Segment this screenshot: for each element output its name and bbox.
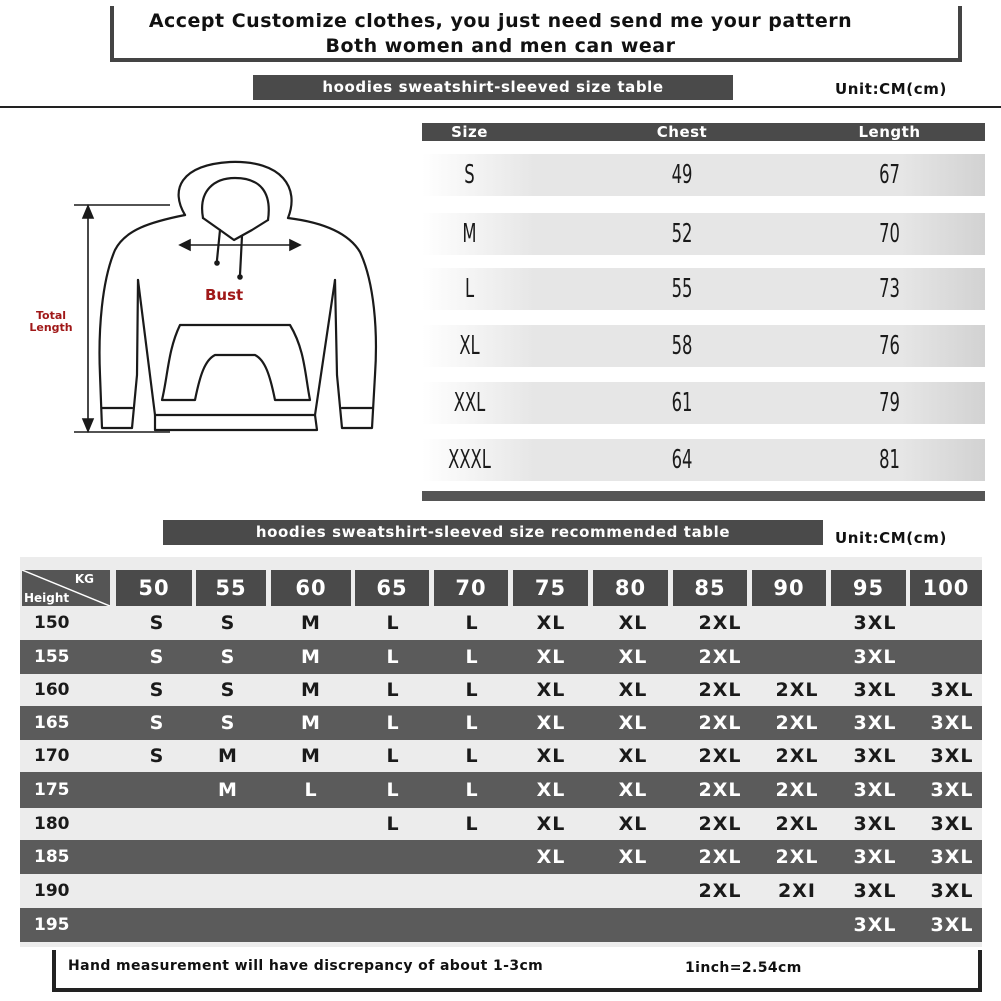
size-cell: XL [536,779,566,801]
height-cell: 175 [34,780,70,800]
table-row [20,640,982,674]
size-cell: 3XL [930,880,974,902]
size-cell: S [220,612,236,634]
size-cell: L [386,712,400,734]
size-cell: L [465,779,479,801]
chest-cell: 52 [671,219,693,249]
header-line-2: Both women and men can wear [325,35,676,57]
chest-cell: 64 [671,445,693,475]
table-row [20,706,982,740]
table-row [20,840,982,874]
size-cell: S [149,745,165,767]
corner-height-label: Height [24,591,70,605]
size-cell: 2XL [698,745,742,767]
table-row [20,674,982,706]
size-cell: M [218,745,238,767]
chest-cell: 61 [671,388,693,418]
size-cell: XXXL [448,445,491,475]
length-cell: 67 [879,160,900,190]
bust-label: Bust [205,286,244,304]
table-row [20,740,982,772]
length-cell: 79 [879,388,900,418]
size-cell: M [301,745,321,767]
size-cell: S [149,646,165,668]
weight-header: 65 [355,570,429,606]
size-cell: 3XL [853,914,897,936]
table-row [20,606,982,640]
footer-conversion: 1inch=2.54cm [685,960,802,976]
chest-cell: 49 [671,160,693,190]
chest-cell: 55 [671,274,693,304]
size-cell: 3XL [930,712,974,734]
size-cell: 3XL [930,846,974,868]
weight-header: 60 [271,570,351,606]
size-cell: XXL [453,388,486,418]
size-cell: L [386,779,400,801]
size-cell: XL [536,712,566,734]
size-cell: S [149,712,165,734]
height-cell: 165 [34,713,70,733]
size-cell: XL [618,745,648,767]
size-table-unit: Unit:CM(cm) [835,80,947,98]
size-cell: M [301,679,321,701]
size-cell: XL [536,646,566,668]
size-cell: XL [618,646,648,668]
weight-header: 55 [196,570,266,606]
weight-header: 100 [910,570,982,606]
height-cell: 170 [34,746,70,766]
size-cell: L [386,612,400,634]
weight-header: 70 [434,570,508,606]
header-line-1: Accept Customize clothes, you just need send me your pattern [148,10,853,32]
size-cell: S [220,646,236,668]
size-cell: 3XL [853,612,897,634]
size-cell: XL [618,612,648,634]
size-cell: L [465,679,479,701]
height-cell: 180 [34,814,70,834]
size-cell: L [465,813,479,835]
height-cell: 150 [34,613,70,633]
size-cell: L [304,779,318,801]
size-cell: XL [618,846,648,868]
size-cell: M [218,779,238,801]
size-cell: 3XL [930,813,974,835]
footer-note: Hand measurement will have discrepancy of about 1-3cm [68,958,544,974]
table-row [20,772,982,808]
size-cell: M [301,646,321,668]
size-cell: 2XL [698,846,742,868]
size-cell: XL [536,612,566,634]
size-cell: 2XL [698,880,742,902]
height-cell: 195 [34,915,70,935]
size-cell: XL [536,679,566,701]
size-table-title: hoodies sweatshirt-sleeved size table [253,75,733,100]
size-cell: 2XL [698,612,742,634]
size-cell: L [386,679,400,701]
weight-header: 50 [116,570,192,606]
size-cell: 3XL [853,646,897,668]
size-cell: S [464,160,475,190]
size-cell: 3XL [853,846,897,868]
size-cell: 3XL [930,779,974,801]
size-cell: 3XL [930,914,974,936]
size-cell: XL [536,813,566,835]
size-cell: S [149,679,165,701]
rec-table-unit: Unit:CM(cm) [835,529,947,547]
size-cell: XL [618,813,648,835]
size-cell: 2XL [775,846,819,868]
size-cell: L [464,274,475,304]
size-cell: M [462,219,477,249]
table-row [20,874,982,908]
size-cell: 3XL [853,779,897,801]
table-row [20,908,982,942]
size-cell: 3XL [853,880,897,902]
size-cell: M [301,712,321,734]
size-cell: 3XL [930,745,974,767]
col-chest-header: Chest [656,123,708,141]
height-cell: 155 [34,647,70,667]
size-cell: L [465,646,479,668]
size-cell: XL [618,712,648,734]
table-row [20,808,982,840]
height-cell: 160 [34,680,70,700]
size-cell: 2XL [775,779,819,801]
size-cell: 2XL [698,712,742,734]
size-cell: 2XL [698,779,742,801]
weight-header: 85 [673,570,747,606]
size-cell: 2XL [698,679,742,701]
height-cell: 190 [34,881,70,901]
weight-header: 95 [831,570,906,606]
length-cell: 73 [879,274,900,304]
corner-kg-label: KG [74,572,94,586]
length-cell: 70 [879,219,900,249]
size-cell: L [465,712,479,734]
size-cell: S [220,679,236,701]
length-cell: 81 [879,445,900,475]
size-cell: XL [459,331,480,361]
total-length-label-line1: Total [35,309,67,322]
chest-cell: 58 [671,331,693,361]
size-cell: XL [618,779,648,801]
size-cell: 2XL [775,712,819,734]
size-cell: S [149,612,165,634]
size-cell: XL [536,745,566,767]
size-cell: 2XL [775,679,819,701]
size-cell: M [301,612,321,634]
size-cell: L [465,745,479,767]
size-cell: S [220,712,236,734]
size-cell: L [386,813,400,835]
size-cell: 2XL [775,745,819,767]
size-cell: 3XL [853,679,897,701]
size-cell: L [465,612,479,634]
size-cell: 3XL [853,745,897,767]
length-cell: 76 [879,331,900,361]
size-cell: L [386,745,400,767]
size-cell: XL [536,846,566,868]
height-cell: 185 [34,847,70,867]
weight-header: 75 [513,570,588,606]
size-cell: 3XL [853,712,897,734]
total-length-label-line2: Length [29,321,73,334]
size-cell: 2XL [698,813,742,835]
col-length-header: Length [858,123,921,141]
size-cell: L [386,646,400,668]
col-size-header: Size [451,123,488,141]
rec-table-title: hoodies sweatshirt-sleeved size recommended table [163,520,823,545]
size-cell: 3XL [930,679,974,701]
size-cell: 2XI [778,880,816,902]
size-cell: 2XL [775,813,819,835]
size-cell: XL [618,679,648,701]
size-cell: 2XL [698,646,742,668]
weight-header: 90 [752,570,826,606]
weight-header: 80 [593,570,668,606]
size-cell: 3XL [853,813,897,835]
